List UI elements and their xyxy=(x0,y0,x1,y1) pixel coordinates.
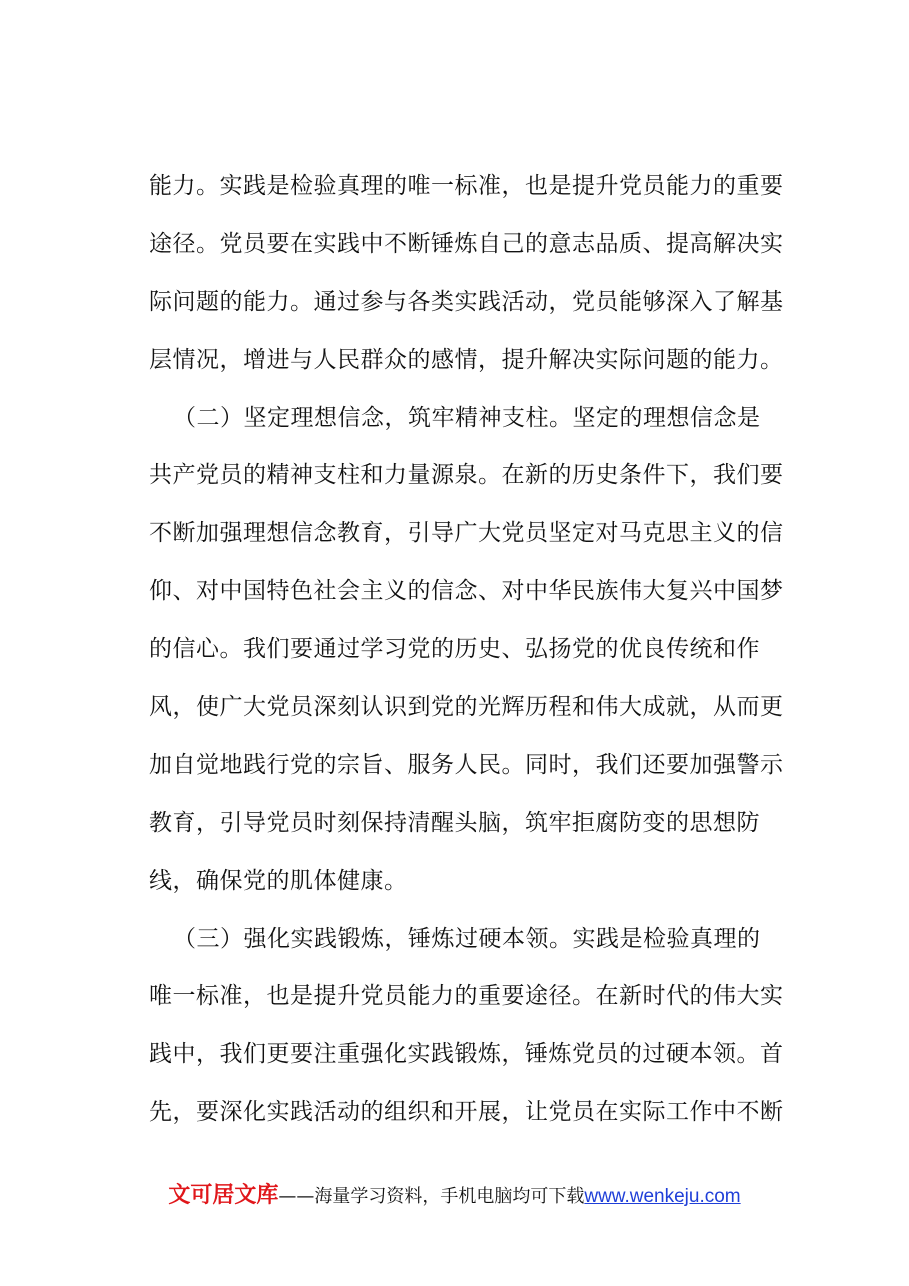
text-line: 唯一标准，也是提升党员能力的重要途径。在新时代的伟大实 xyxy=(149,983,784,1010)
footer-brand: 文可居文库 xyxy=(168,1183,279,1208)
footer-link[interactable]: www.wenkeju.com xyxy=(584,1186,741,1207)
section-heading-line: （三）强化实践锻炼，锤炼过硬本领。实践是检验真理的 xyxy=(173,925,761,952)
text-line: 途径。党员要在实践中不断锤炼自己的意志品质、提高解决实 xyxy=(149,230,784,257)
section-heading-line: （二）坚定理想信念，筑牢精神支柱。坚定的理想信念是 xyxy=(173,404,761,431)
text-line: 际问题的能力。通过参与各类实践活动，党员能够深入了解基 xyxy=(149,288,784,315)
footer-tagline: ——海量学习资料，手机电脑均可下载 xyxy=(278,1186,585,1207)
page-footer xyxy=(0,1183,909,1210)
text-line: 风，使广大党员深刻认识到党的光辉历程和伟大成就，从而更 xyxy=(149,694,784,721)
body-text xyxy=(149,168,784,1152)
text-line: 践中，我们更要注重强化实践锻炼，锤炼党员的过硬本领。首 xyxy=(149,1041,784,1068)
text-line: 先，要深化实践活动的组织和开展，让党员在实际工作中不断 xyxy=(149,1099,784,1126)
text-line: 教育，引导党员时刻保持清醒头脑，筑牢拒腐防变的思想防 xyxy=(149,809,760,836)
text-line: 层情况，增进与人民群众的感情，提升解决实际问题的能力。 xyxy=(149,346,784,373)
text-line: 加自觉地践行党的宗旨、服务人民。同时，我们还要加强警示 xyxy=(149,751,784,778)
text-line: 共产党员的精神支柱和力量源泉。在新的历史条件下，我们要 xyxy=(149,462,784,489)
text-line: 线，确保党的肌体健康。 xyxy=(149,867,408,894)
text-line: 仰、对中国特色社会主义的信念、对中华民族伟大复兴中国梦 xyxy=(149,578,784,605)
text-line: 不断加强理想信念教育，引导广大党员坚定对马克思主义的信 xyxy=(149,520,784,547)
text-line: 能力。实践是检验真理的唯一标准，也是提升党员能力的重要 xyxy=(149,173,784,199)
text-line: 的信心。我们要通过学习党的历史、弘扬党的优良传统和作 xyxy=(149,636,760,663)
